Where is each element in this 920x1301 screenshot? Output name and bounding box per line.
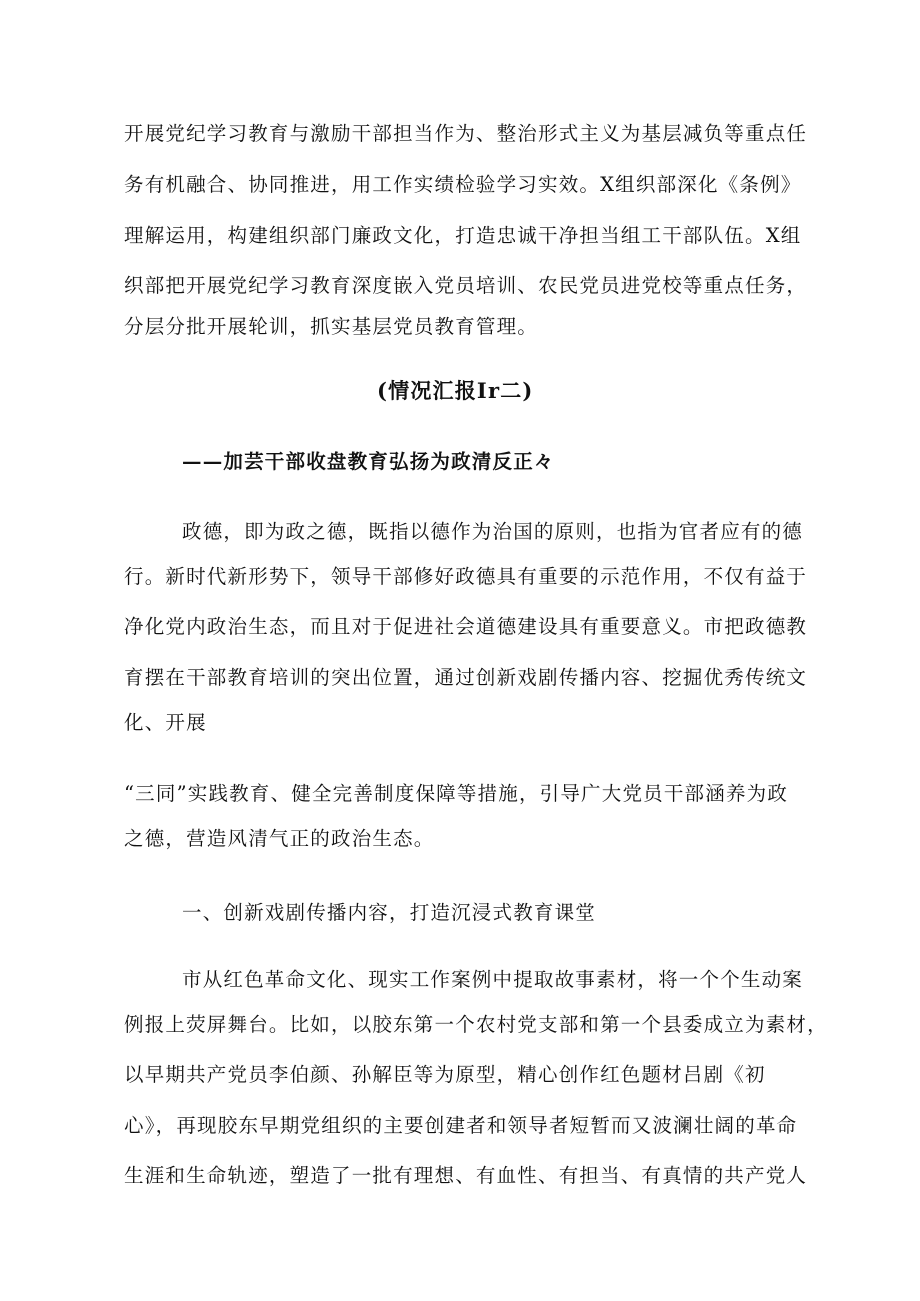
para3-line-5: 生涯和生命轨迹，塑造了一批有理想、有血性、有担当、有真情的共产党人 — [124, 1164, 808, 1187]
para3-line-3: 以早期共产党员李伯颜、孙解臣等为原型，精心创作红色题材吕剧《初 — [124, 1063, 766, 1086]
para3-line-2: 例报上荧屏舞台。比如，以胶东第一个农村党支部和第一个县委成立为素材， — [124, 1013, 828, 1036]
para1-line-4: 育摆在干部教育培训的突出位置，通过创新戏剧传播内容、挖掘优秀传统文 — [124, 666, 808, 689]
intro-line-2: 务有机融合、协同推进，用工作实绩检验学习实效。X组织部深化《条例》 — [124, 173, 802, 196]
section-heading: (情况汇报Ir二) — [377, 378, 534, 403]
para2-line-2: 之德，营造风清气正的政治生态。 — [124, 827, 435, 850]
para1-line-1: 政德，即为政之德，既指以德作为治国的原则，也指为官者应有的德 — [182, 520, 804, 543]
intro-line-1: 开展党纪学习教育与激励干部担当作为、整治形式主义为基层减负等重点任 — [124, 122, 808, 145]
heading-1: 一、创新戏剧传播内容，打造沉浸式教育课堂 — [182, 901, 597, 924]
para2-line-1: “三同”实践教育、健全完善制度保障等措施，引导广大党员干部涵养为政 — [124, 782, 789, 805]
subtitle: ——加芸干部收盘教育弘扬为政清反正々 — [182, 450, 555, 473]
para1-line-2: 行。新时代新形势下，领导干部修好政德具有重要的示范作用，不仅有益于 — [124, 565, 808, 588]
intro-line-4: 织部把开展党纪学习教育深度嵌入党员培训、农民党员进党校等重点任务， — [124, 274, 808, 297]
para1-line-5: 化、开展 — [124, 711, 207, 734]
para3-line-4: 心》，再现胶东早期党组织的主要创建者和领导者短暂而又波澜壮阔的革命 — [124, 1114, 798, 1137]
intro-line-5: 分层分批开展轮训，抓实基层党员教育管理。 — [124, 315, 539, 338]
intro-line-3: 理解运用，构建组织部门廉政文化，打造忠诚干净担当组工干部队伍。X组 — [124, 224, 802, 247]
para1-line-3: 净化党内政治生态，而且对于促进社会道德建设具有重要意义。市把政德教 — [124, 615, 808, 638]
para3-line-1: 市从红色革命文化、现实工作案例中提取故事素材，将一个个生动案 — [182, 968, 804, 991]
